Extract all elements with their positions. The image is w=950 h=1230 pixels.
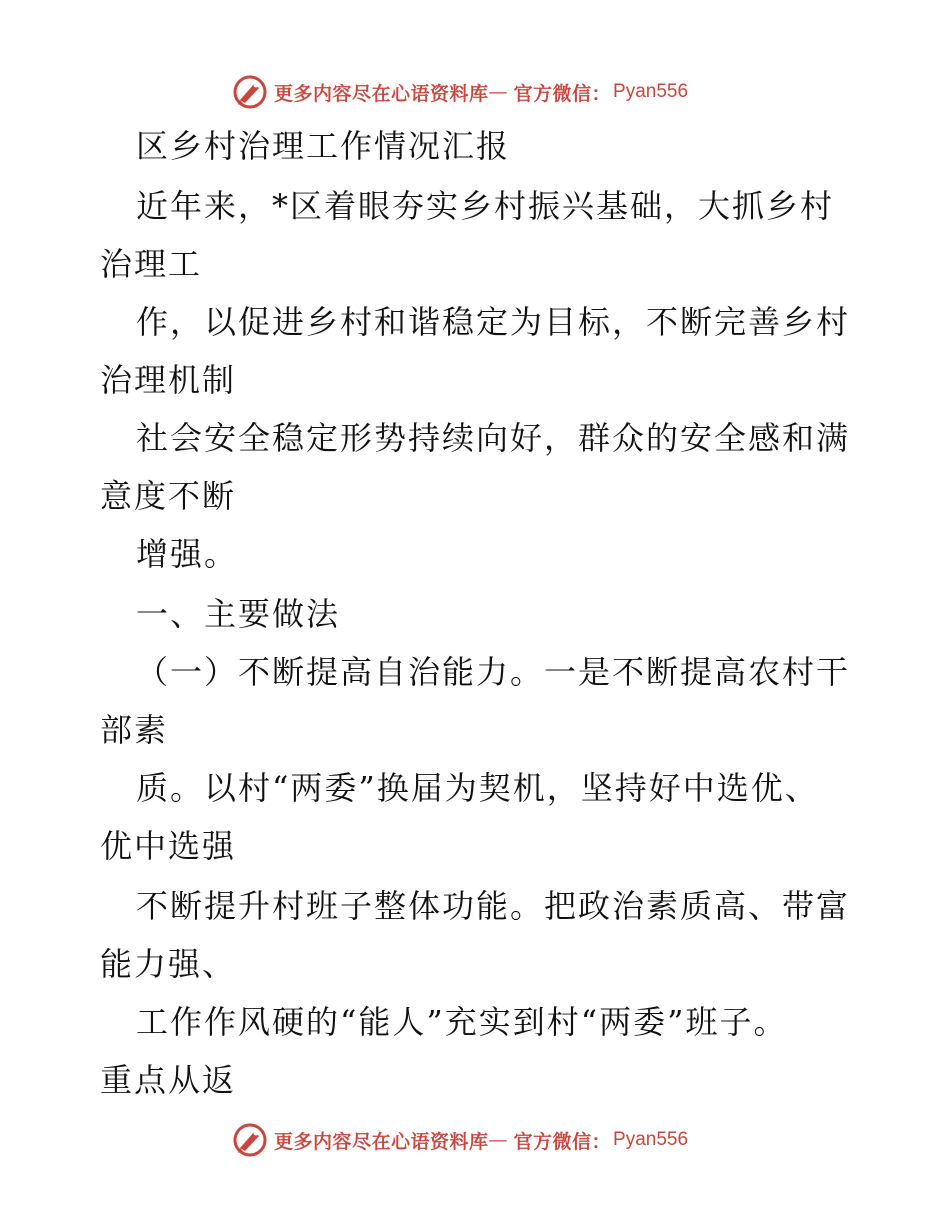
doc-line: 增强。 <box>136 535 239 573</box>
watermark-banner-bottom <box>232 1120 688 1160</box>
watermark-text: 更多内容尽在心语资料库 <box>274 82 489 105</box>
doc-line: 质。以村“两委”换届为契机，坚持好中选优、 <box>136 769 819 807</box>
doc-line: 作，以促进乡村和谐稳定为目标，不断完善乡村 <box>136 303 851 341</box>
pen-circle-logo-icon <box>232 74 268 110</box>
doc-line: 优中选强 <box>100 827 237 865</box>
watermark-separator: — <box>488 1129 508 1151</box>
watermark-banner-top <box>232 72 688 112</box>
doc-title: 区乡村治理工作情况汇报 <box>136 127 511 165</box>
doc-line: 治理工 <box>100 245 203 283</box>
watermark-separator: — <box>488 81 508 103</box>
doc-line: 重点从返 <box>100 1061 237 1099</box>
section-heading: 一、主要做法 <box>136 595 341 633</box>
watermark-suffix: 官方微信： <box>513 1130 612 1153</box>
watermark-handle: Pyan556 <box>613 1129 689 1150</box>
doc-line: 部素 <box>100 711 169 749</box>
watermark-suffix: 官方微信： <box>513 82 612 105</box>
doc-line: 近年来，*区着眼夯实乡村振兴基础，大抓乡村 <box>136 187 835 225</box>
doc-line: 意度不断 <box>100 477 237 515</box>
pen-circle-logo-icon <box>232 1122 268 1158</box>
doc-line: 能力强、 <box>100 945 237 983</box>
doc-line: 工作作风硬的“能人”充实到村“两委”班子。 <box>136 1003 788 1041</box>
subsection-heading: （一）不断提高自治能力。一是不断提高农村干 <box>136 653 851 691</box>
doc-line: 社会安全稳定形势持续向好，群众的安全感和满 <box>136 419 851 457</box>
watermark-handle: Pyan556 <box>613 81 689 102</box>
doc-line: 治理机制 <box>100 361 237 399</box>
doc-line: 不断提升村班子整体功能。把政治素质高、带富 <box>136 887 851 925</box>
watermark-text: 更多内容尽在心语资料库 <box>274 1130 489 1153</box>
